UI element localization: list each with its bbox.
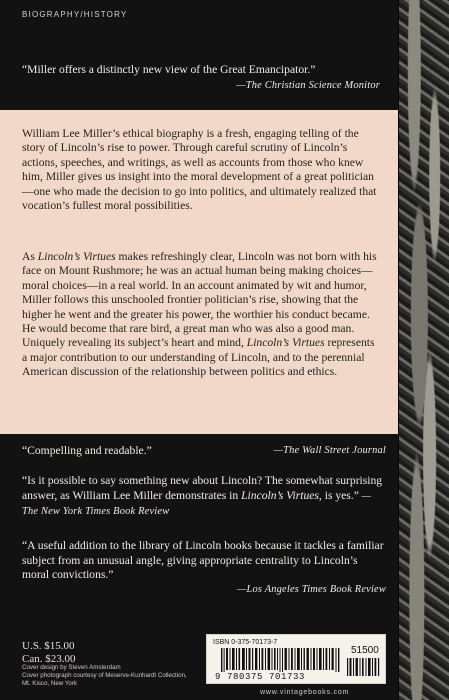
review-quote-1-source: —The Wall Street Journal [273,445,386,456]
review-quote-3-source: —Los Angeles Times Book Review [237,583,386,595]
review-quote-2-source: —The New York Times Book Review [22,490,372,517]
book-title-italic: Lincoln’s Virtues [246,336,325,350]
desc-p2-text-b: makes refreshingly clear, Lincoln was not born with his face on Mount Rushmore; he was an actual human being making choices—moral choices—in a real world. In an account animated by wit and humor, Miller follows this unschooled frontier politician’s rise, showing that the higher he went and the greater his power, the worthier his conduct became. He would become that rare bird, a great man who was also a good man. Uniquely revealing its subject’s heart and mind, [22,250,377,350]
isbn-label: ISBN 0-375-70173-7 [213,639,278,646]
cover-credits [22,664,192,688]
review-quote-2 [22,474,386,520]
description-paragraph-1: William Lee Miller’s ethical biography is a fresh, engaging telling of the story of Lincoln’s rise to power. Through careful scrutiny of Lincoln’s actions, speeches, and writings, as well as accounts from those who knew him, Miller gives us insight into the moral development of a great politician—one who made the decision to go into politics, and ultimately realized that vocation’s fullest moral possibilities. [22,127,377,213]
price-code: 51500 [351,645,379,656]
top-quote-text: “Miller offers a distinctly new view of the Great Emancipator.” [22,63,316,76]
description-panel [0,110,398,434]
cover-photo-credit: Cover photograph courtesy of Meserve-Kunhardt Collection, Mt. Kisco, New York [22,672,187,687]
isbn-digits: 9 780375 701733 [215,672,306,682]
barcode-box [206,634,386,684]
cover-design-credit: Cover design by Steven Amsterdam [22,664,121,671]
price-canada: Can. $23.00 [22,653,76,665]
publisher-website: www.vintagebooks.com [260,689,350,696]
book-title-italic: Lincoln’s Virtues [37,250,116,263]
top-quote-source: —The Christian Science Monitor [236,80,380,91]
category-label: BIOGRAPHY/HISTORY [22,10,128,19]
price-us: U.S. $15.00 [22,640,75,652]
review-quote-3-text: “A useful addition to the library of Lincoln books because it tackles a familiar subject from an unusual angle, giving appropriate centrality to Lincoln’s moral convictions.” [22,539,384,581]
desc-p2-text-c: represents a major contribution to our understanding of Lincoln, and to the perennial American discussion of the relationship between politics and ethics. [22,336,375,379]
decorative-photo-strip [398,0,449,700]
barcode-icon [221,648,341,672]
desc-p2-text-a: As [22,250,38,263]
description-paragraph-2 [22,250,382,380]
top-quote [22,63,380,91]
review-quote-2-text-b: , is yes.” [318,488,362,502]
book-title-italic: Lincoln’s Virtues [241,488,319,502]
review-quote-1-text: “Compelling and readable.” [22,444,152,457]
review-quote-2-text-a: “Is it possible to say something new about Lincoln? The somewhat surprising answer, as William Lee Miller demonstrates in [22,474,383,502]
review-quote-1 [22,444,386,459]
review-quote-3 [22,539,386,597]
addon-barcode-icon [347,658,381,676]
price-block [22,640,75,666]
